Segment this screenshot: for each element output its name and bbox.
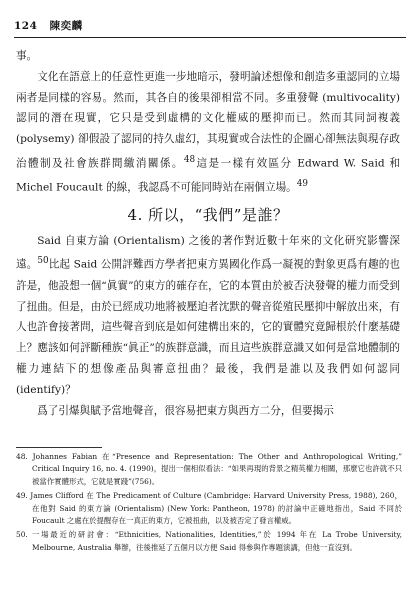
- author-name: 陳奕麟: [49, 20, 83, 32]
- header-rule: [14, 37, 406, 38]
- footnote: 50. 一場最近的研討會：“Ethnicities, Nationalities, Identities,”於 1994 年在 La Trobe University, Melbourne, Australia 舉辦，往後推延了五個月以方便 Said 得參與作專題演講，但他一直沒到。: [16, 530, 402, 552]
- paragraph: 爲了引爆與賦予當地聲音，很容易把東方與西方二分，但要揭示: [37, 404, 334, 417]
- section-heading: 4. 所以，“我們”是誰？: [127, 205, 289, 224]
- paragraph-text: 比起 Said 公開評難西方學者把東方異國化作爲一凝視的對象更爲有趣的也許是，他設想一個“眞實”的東方的確存在，它的本質由於被否決發聲的權力而受到了扭曲。但是，由於已經成功地將被壓迫者沈默的聲音從殖民壓抑中解放出來，有人也許會接著問，這些聲音到底是如何建構出來的，它的實體究竟歸根於什麼基礎上？應該如何評斷種族“眞正”的族群意識，而且這些族群意識又如何是當地體制的權力連結下的想像產品與審意扭曲？最後，我們是誰以及我們如何認同 (identify)？: [16, 258, 401, 396]
- main-text: [16, 46, 400, 421]
- footnote-ref: 49: [296, 179, 308, 190]
- footnote-rule: [16, 447, 102, 448]
- paragraph: [16, 231, 400, 401]
- footnotes: [16, 451, 402, 556]
- paragraph-continuation: 事。: [16, 50, 38, 62]
- footnote-ref: 48: [183, 154, 196, 165]
- paragraph-text: 這是一樣有效區分 Edward W. Said 和 Michel Foucault 的線，我認爲不可能同時站在兩個立場。: [16, 157, 401, 194]
- page-number: 124: [14, 20, 38, 32]
- footnote: 48. Johannes Fabian 在“Presence and Representation: The Other and Anthropological Writing,” Critical Inquiry 16, no. 4. (1990)，提出一個相似看法：“如果再現的背景之精英權力相關，那麼它也許就不只被當作實體形式，它就是實踐”(756)。: [16, 452, 402, 486]
- paragraph-text: Said 自東方論 (Orientalism) 之後的著作對近數十年來的文化研究影響深遠。: [16, 234, 400, 271]
- paragraph-text: 文化在語意上的任意性更進一步地暗示，發明論述想像和創造多重認同的立場兩者是同樣的容易。然而，其各自的後果卻相當不同。多重發聲 (multivocality) 認同的潛在現實，它只是受到虛構的文化權威的壓抑而已。然而其同詞複義 (polysemy) 卻假設了認同的持久虛幻，其現實或合法性的企圖心卻無法與現存政治體制及社會族群間繳消關係。: [16, 70, 400, 170]
- footnote: 49. James Clifford 在 The Predicament of Culture (Cambridge: Harvard University Press, 1988), 260，在他對 Said 的東方論 (Orientalism) (New York: Pantheon, 1978) 的討論中正確地指出，Said 不同於 Foucault 之處在於提醒存在一真正的東方，它被扭曲，以及被否定了發言權威。: [16, 491, 402, 526]
- running-header: [14, 18, 406, 33]
- paragraph: [16, 67, 400, 199]
- footnote-ref: 50: [37, 256, 49, 267]
